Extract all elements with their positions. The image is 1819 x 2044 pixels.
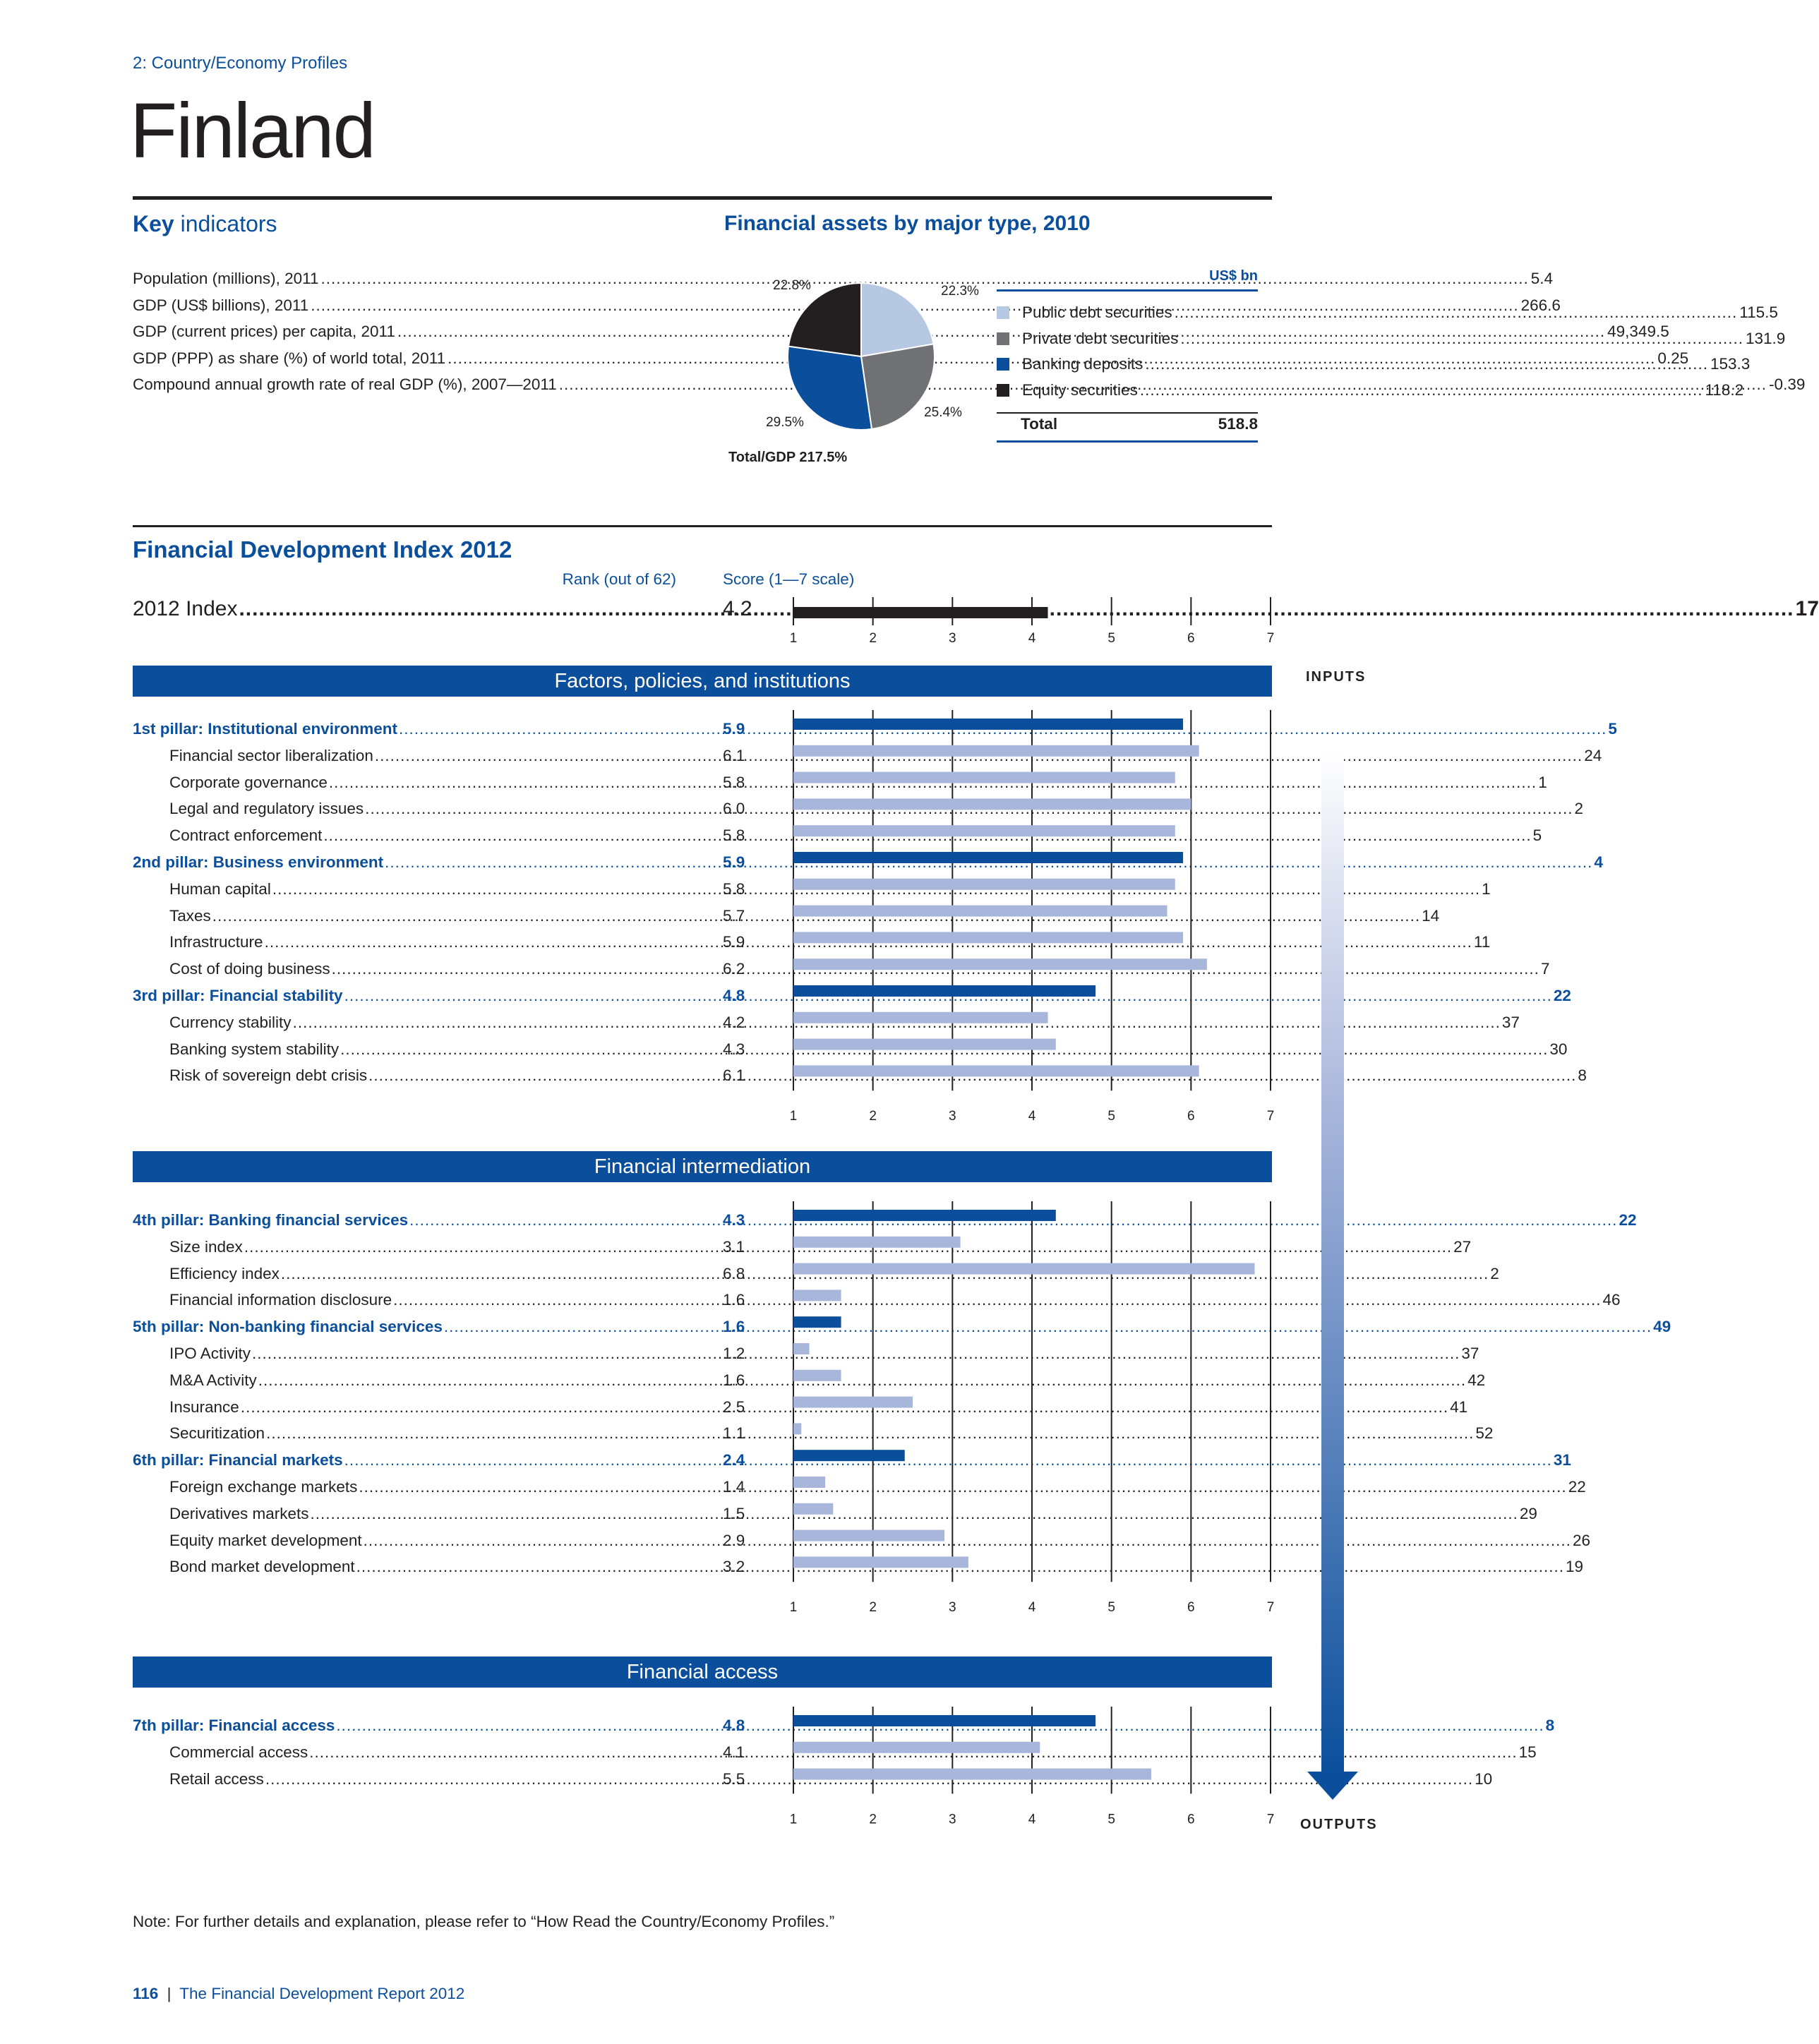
row-rank: 19 <box>1565 1558 1583 1576</box>
sub-indicator-bar <box>793 1742 1040 1753</box>
footer-report-title: The Financial Development Report 2012 <box>179 1985 465 2002</box>
key-indicator-label: GDP (current prices) per capita, 2011 <box>133 323 395 340</box>
axis-tick-label: 2 <box>869 1109 877 1124</box>
sub-indicator-bar <box>793 798 1191 810</box>
row-rank: 22 <box>1553 987 1571 1004</box>
row-score: 5.8 <box>723 773 745 791</box>
dot-leader <box>1145 355 1708 373</box>
band-intermediation: Financial intermediation <box>133 1151 1272 1182</box>
axis-tick-label: 2 <box>869 631 877 646</box>
row-label: 6th pillar: Financial markets <box>133 1451 343 1469</box>
axis-tick-label: 6 <box>1187 1812 1195 1827</box>
row-score: 6.8 <box>723 1264 745 1282</box>
footer-separator: | <box>167 1985 172 2002</box>
row-rank: 11 <box>1473 933 1491 951</box>
axis-tick-label: 4 <box>1028 1109 1036 1124</box>
sub-indicator-bar <box>793 1263 1254 1275</box>
row-rank: 8 <box>1578 1066 1587 1085</box>
pillar-bar-chart <box>776 710 1285 1133</box>
legend-value: 153.3 <box>1710 355 1751 373</box>
sub-indicator-bar <box>793 1343 810 1354</box>
legend-value: 115.5 <box>1739 303 1778 321</box>
row-label: Derivatives markets <box>169 1504 309 1522</box>
row-rank: 52 <box>1475 1424 1494 1443</box>
row-label: 1st pillar: Institutional environment <box>133 720 398 738</box>
key-indicator-label: GDP (PPP) as share (%) of world total, 2011 <box>133 349 446 367</box>
row-label: Financial sector liberalization <box>169 746 373 764</box>
row-label: 3rd pillar: Financial stability <box>133 987 343 1004</box>
band-access: Financial access <box>133 1657 1272 1688</box>
pillar-bar <box>793 985 1095 997</box>
index-rank: 17 <box>1795 597 1819 620</box>
fdi-heading: Financial Development Index 2012 <box>133 536 512 563</box>
axis-tick-label: 2 <box>869 1600 877 1616</box>
row-rank: 27 <box>1453 1237 1472 1256</box>
row-label: 4th pillar: Banking financial services <box>133 1211 409 1229</box>
row-score: 3.1 <box>723 1237 745 1256</box>
sub-indicator-bar <box>793 1397 913 1408</box>
footer <box>133 1985 464 2003</box>
pie-slice <box>788 283 861 356</box>
axis-tick-label: 5 <box>1107 631 1115 646</box>
page-title: Finland <box>130 88 375 174</box>
row-rank: 5 <box>1608 720 1617 738</box>
row-label: Infrastructure <box>169 933 263 951</box>
row-score: 4.1 <box>723 1743 745 1761</box>
axis-tick-label: 6 <box>1187 1109 1195 1124</box>
fdi-rule <box>133 525 1272 527</box>
row-label: 5th pillar: Non-banking financial services <box>133 1318 443 1336</box>
section-label: 2: Country/Economy Profiles <box>133 54 348 73</box>
row-rank: 1 <box>1538 773 1547 791</box>
index-bar <box>793 607 1048 618</box>
axis-tick-label: 7 <box>1266 1600 1275 1616</box>
row-label: Efficiency index <box>169 1264 280 1282</box>
row-score: 4.8 <box>723 987 745 1004</box>
row-rank: 46 <box>1602 1291 1621 1309</box>
row-label: Taxes <box>169 906 211 925</box>
pie-slice-label: 22.3% <box>941 284 979 299</box>
legend-swatch <box>997 332 1009 345</box>
row-rank: 22 <box>1568 1478 1586 1496</box>
sub-indicator-bar <box>793 879 1175 890</box>
legend-label: Public debt securities <box>1022 303 1172 321</box>
index-label: 2012 Index <box>133 597 238 620</box>
row-rank: 30 <box>1549 1040 1568 1058</box>
row-rank: 31 <box>1553 1451 1571 1469</box>
row-label: Securitization <box>169 1424 265 1443</box>
axis-tick-label: 3 <box>949 1109 956 1124</box>
pillar-bar <box>793 1715 1095 1726</box>
sub-indicator-bar <box>793 1370 841 1381</box>
dot-leader <box>1140 381 1703 399</box>
sub-indicator-bar <box>793 1769 1151 1780</box>
row-rank: 37 <box>1461 1345 1479 1362</box>
axis-tick-label: 6 <box>1187 1600 1195 1616</box>
row-label: Contract enforcement <box>169 826 323 845</box>
legend-label: Banking deposits <box>1022 355 1143 373</box>
key-indicator-value: 0.25 <box>1657 349 1689 367</box>
axis-tick-label: 6 <box>1187 631 1195 646</box>
row-rank: 4 <box>1594 853 1603 871</box>
pillar-bar <box>793 719 1183 730</box>
row-label: Banking system stability <box>169 1040 340 1058</box>
axis-tick-label: 1 <box>789 1109 798 1124</box>
row-score: 5.9 <box>723 853 745 871</box>
row-score: 5.9 <box>723 720 745 738</box>
axis-tick-label: 1 <box>789 631 798 646</box>
legend-swatch <box>997 358 1009 371</box>
total-gdp-label: Total/GDP 217.5% <box>728 450 848 465</box>
row-label: Financial information disclosure <box>169 1291 392 1309</box>
pie-slice-label: 22.8% <box>773 278 811 293</box>
pillar-bar <box>793 1450 905 1461</box>
axis-tick-label: 1 <box>789 1600 798 1616</box>
axis-tick-label: 3 <box>949 1812 956 1827</box>
axis-tick-label: 7 <box>1266 631 1275 646</box>
row-rank: 1 <box>1482 879 1491 898</box>
pillar-bar <box>793 852 1183 863</box>
row-label: Corporate governance <box>169 773 328 791</box>
sub-indicator-bar <box>793 772 1175 783</box>
row-score: 4.3 <box>723 1040 745 1058</box>
axis-tick-label: 4 <box>1028 631 1036 646</box>
sub-indicator-bar <box>793 1477 825 1488</box>
legend-swatch <box>997 306 1009 319</box>
row-score: 1.6 <box>723 1318 745 1336</box>
row-rank: 29 <box>1519 1504 1537 1522</box>
legend-top-rule <box>997 289 1258 291</box>
row-score: 6.1 <box>723 1066 745 1085</box>
pillar-bar-chart <box>776 1707 1285 1836</box>
row-label: Cost of doing business <box>169 960 330 978</box>
pie-slice-label: 25.4% <box>924 405 962 420</box>
row-score: 1.1 <box>723 1424 745 1443</box>
row-rank: 14 <box>1422 906 1440 925</box>
dot-leader <box>1180 330 1743 348</box>
row-label: IPO Activity <box>169 1345 251 1362</box>
row-label: Size index <box>169 1237 243 1256</box>
row-score: 1.6 <box>723 1291 745 1309</box>
axis-tick-label: 3 <box>949 631 956 646</box>
legend-label: Equity securities <box>1022 380 1138 399</box>
row-rank: 8 <box>1545 1717 1555 1734</box>
sub-indicator-bar <box>793 745 1199 757</box>
row-score: 6.2 <box>723 960 745 978</box>
financial-assets-pie-chart <box>748 275 979 445</box>
unit-label: US$ bn <box>1209 268 1258 284</box>
axis-tick-label: 2 <box>869 1812 877 1827</box>
row-score: 2.5 <box>723 1397 745 1416</box>
row-label: M&A Activity <box>169 1371 257 1389</box>
score-header: Score (1—7 scale) <box>723 570 855 588</box>
footer-page-number: 116 <box>133 1985 159 2002</box>
row-score: 2.9 <box>723 1531 745 1549</box>
legend-total-rule <box>997 412 1258 414</box>
sub-indicator-bar <box>793 932 1183 943</box>
dot-leader <box>1175 303 1738 322</box>
sub-indicator-bar <box>793 1065 1199 1076</box>
row-rank: 7 <box>1540 960 1550 978</box>
legend-swatch <box>997 384 1009 397</box>
axis-tick-label: 1 <box>789 1812 798 1827</box>
row-rank: 2 <box>1490 1264 1499 1282</box>
row-label: Retail access <box>169 1769 264 1788</box>
row-label: Human capital <box>169 879 271 898</box>
row-rank: 41 <box>1450 1397 1468 1416</box>
legend-row <box>997 380 1744 399</box>
row-label: Legal and regulatory issues <box>169 800 364 818</box>
sub-indicator-bar <box>793 1237 961 1248</box>
row-score: 1.4 <box>723 1478 745 1496</box>
key-indicator-label: Compound annual growth rate of real GDP (%), 2007—2011 <box>133 375 557 393</box>
row-rank: 10 <box>1475 1769 1493 1788</box>
row-score: 1.5 <box>723 1504 745 1522</box>
row-score: 5.8 <box>723 879 745 898</box>
key-indicator-value: -0.39 <box>1769 375 1806 393</box>
band-factors: Factors, policies, and institutions <box>133 666 1272 697</box>
row-score: 6.0 <box>723 800 745 818</box>
row-score: 1.6 <box>723 1371 745 1389</box>
legend-value: 131.9 <box>1746 329 1786 347</box>
axis-tick-label: 5 <box>1107 1812 1115 1827</box>
pillar-bar <box>793 1316 841 1328</box>
inputs-label: INPUTS <box>1306 669 1367 685</box>
sub-indicator-bar <box>793 1039 1056 1050</box>
legend-bottom-rule <box>997 440 1258 443</box>
row-score: 4.3 <box>723 1211 745 1229</box>
index-score: 4.2 <box>723 597 752 620</box>
pillar-bar-chart <box>776 1201 1285 1624</box>
row-label: Foreign exchange markets <box>169 1478 358 1496</box>
sub-indicator-bar <box>793 1530 944 1541</box>
sub-indicator-bar <box>793 906 1167 917</box>
legend-label: Private debt securities <box>1022 329 1179 347</box>
row-score: 2.4 <box>723 1451 745 1469</box>
row-rank: 24 <box>1584 746 1602 764</box>
axis-tick-label: 7 <box>1266 1109 1275 1124</box>
row-label: Currency stability <box>169 1013 292 1031</box>
sub-indicator-bar <box>793 1012 1048 1023</box>
total-label: Total <box>1021 415 1058 433</box>
key-indicators-heading-key: Key <box>133 211 174 236</box>
row-rank: 42 <box>1467 1371 1486 1389</box>
row-score: 1.2 <box>723 1345 745 1362</box>
row-score: 5.7 <box>723 906 745 925</box>
row-score: 3.2 <box>723 1558 745 1576</box>
axis-tick-label: 5 <box>1107 1600 1115 1616</box>
pie-slice-label: 29.5% <box>766 415 804 430</box>
key-indicator-label: Population (millions), 2011 <box>133 270 319 287</box>
row-label: 7th pillar: Financial access <box>133 1717 335 1734</box>
axis-tick-label: 4 <box>1028 1600 1036 1616</box>
note: Note: For further details and explanation, please refer to “How Read the Country/Economy Profiles.” <box>133 1913 835 1930</box>
outputs-label: OUTPUTS <box>1300 1817 1378 1832</box>
index-bar-chart <box>776 593 1285 649</box>
key-indicator-value: 5.4 <box>1530 270 1554 287</box>
key-indicators-heading <box>133 210 277 237</box>
sub-indicator-bar <box>793 1503 833 1515</box>
key-indicator-value: 49,349.5 <box>1607 323 1669 340</box>
row-label: Risk of sovereign debt crisis <box>169 1066 368 1085</box>
axis-tick-label: 7 <box>1266 1812 1275 1827</box>
row-label: Equity market development <box>169 1531 362 1549</box>
row-score: 5.8 <box>723 826 745 845</box>
rank-header: Rank (out of 62) <box>562 570 676 588</box>
row-score: 5.9 <box>723 933 745 951</box>
row-score: 4.8 <box>723 1717 745 1734</box>
sub-indicator-bar <box>793 1289 841 1301</box>
key-indicator-value: 266.6 <box>1520 296 1561 314</box>
total-value: 518.8 <box>1218 415 1258 433</box>
top-rule <box>133 196 1272 200</box>
sub-indicator-bar <box>793 1556 968 1568</box>
row-rank: 15 <box>1518 1743 1537 1761</box>
row-label: Commercial access <box>169 1743 308 1761</box>
axis-tick-label: 5 <box>1107 1109 1115 1124</box>
key-indicators-heading-rest: indicators <box>180 211 277 236</box>
row-rank: 37 <box>1501 1013 1520 1031</box>
row-score: 5.5 <box>723 1769 745 1788</box>
row-rank: 26 <box>1572 1531 1590 1549</box>
row-label: Insurance <box>169 1397 239 1416</box>
pillar-bar <box>793 1210 1056 1221</box>
row-score: 4.2 <box>723 1013 745 1031</box>
row-rank: 5 <box>1532 826 1542 845</box>
financial-assets-heading: Financial assets by major type, 2010 <box>724 212 1091 235</box>
row-rank: 49 <box>1653 1318 1671 1336</box>
legend-value: 118.2 <box>1705 380 1744 399</box>
row-label: Bond market development <box>169 1558 355 1576</box>
key-indicator-label: GDP (US$ billions), 2011 <box>133 296 309 314</box>
row-score: 6.1 <box>723 746 745 764</box>
sub-indicator-bar <box>793 958 1207 970</box>
row-rank: 2 <box>1574 800 1583 818</box>
sub-indicator-bar <box>793 1423 801 1434</box>
inputs-outputs-arrow <box>1306 751 1362 1804</box>
axis-tick-label: 3 <box>949 1600 956 1616</box>
axis-tick-label: 4 <box>1028 1812 1036 1827</box>
sub-indicator-bar <box>793 825 1175 836</box>
row-label: 2nd pillar: Business environment <box>133 853 384 871</box>
row-rank: 22 <box>1619 1211 1637 1229</box>
